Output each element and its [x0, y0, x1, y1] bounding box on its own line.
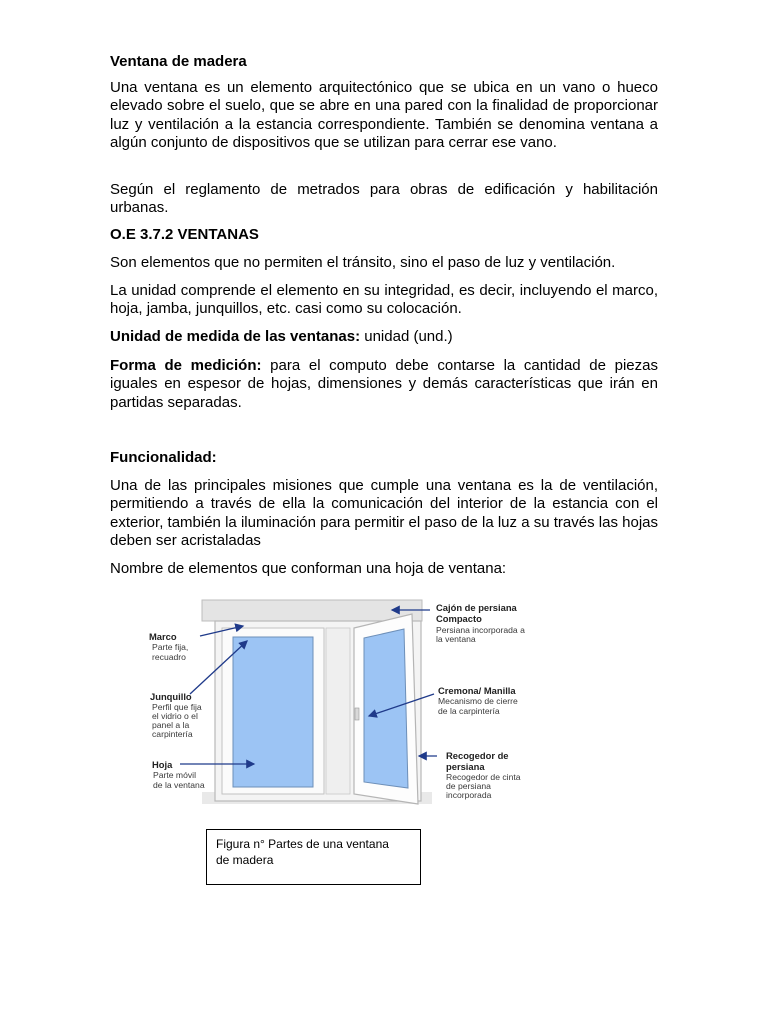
label-junquillo-line3: panel a la: [152, 720, 190, 730]
paragraph-reglamento: Según el reglamento de metrados para obras de edificación y habilitación urbanas.: [110, 181, 658, 217]
label-junquillo-line1: Perfil que fija: [152, 702, 202, 712]
figure-caption: [206, 829, 421, 885]
label-recogedor-line3: incorporada: [446, 790, 492, 800]
label-recogedor-title2: persiana: [446, 761, 485, 772]
paragraph-funcionalidad: Una de las principales misiones que cumple una ventana es la de ventilación, permitiendo a través de ella la comunicación del interior de la estancia con el exterior, también la iluminación para permitir el paso de la luz a su través las hojas deben ser acristaladas: [110, 477, 658, 549]
paragraph-definition: Una ventana es un elemento arquitectónico que se ubica en un vano o hueco elevado sobre el suelo, que se abre en una pared con la finalidad de proporcionar luz y ventilación a la estancia correspondiente. También se denomina ventana a algún conjunto de dispositivos que se utilizan para cerrar ese vano.: [110, 79, 658, 151]
paragraph-forma-medicion: [110, 357, 658, 412]
paragraph-unidad-medida: [110, 328, 453, 346]
label-junquillo-line2: el vidrio o el: [152, 711, 198, 721]
label-cremona-title: Cremona/ Manilla: [438, 685, 516, 696]
label-cajon-title2: Compacto: [436, 613, 482, 624]
paragraph-nombre-elementos: Nombre de elementos que conforman una hoja de ventana:: [110, 560, 507, 577]
label-unidad-medida: Unidad de medida de las ventanas:: [110, 328, 361, 345]
label-forma-medicion: Forma de medición:: [110, 357, 262, 374]
label-cajon-line2: la ventana: [436, 634, 476, 644]
shutter-box: [202, 600, 422, 621]
section-heading-ventanas: O.E 3.7.2 VENTANAS: [110, 226, 259, 243]
label-recogedor-line1: Recogedor de cinta: [446, 772, 521, 782]
paragraph-unidad: La unidad comprende el elemento en su integridad, es decir, incluyendo el marco, hoja, jamba, junquillos, etc. casi como su colocación.: [110, 282, 658, 318]
label-junquillo-line4: carpintería: [152, 729, 193, 739]
label-marco-line2: recuadro: [152, 652, 186, 662]
document-title: Ventana de madera: [110, 53, 247, 70]
label-cajon-title: Cajón de persiana: [436, 602, 517, 613]
label-cremona-line1: Mecanismo de cierre: [438, 696, 518, 706]
paragraph-elementos: Son elementos que no permiten el tránsito, sino el paso de luz y ventilación.: [110, 254, 616, 271]
label-hoja-title: Hoja: [152, 759, 173, 770]
label-marco-title: Marco: [149, 631, 177, 642]
right-glass: [364, 629, 408, 788]
window-parts-figure: [122, 596, 542, 836]
caption-line1: Figura n° Partes de una ventana: [216, 837, 389, 851]
middle-jamb: [326, 628, 350, 794]
value-forma-medicion: para el computo debe contarse la cantidad de piezas iguales en espesor de hojas, dimensiones y demás características que irán en partidas separadas.: [110, 357, 658, 411]
label-cremona-line2: de la carpintería: [438, 706, 500, 716]
window-handle: [355, 708, 359, 720]
label-marco-line1: Parte fija,: [152, 642, 189, 652]
caption-line2: de madera: [216, 853, 274, 867]
section-heading-funcionalidad: Funcionalidad:: [110, 449, 217, 466]
label-hoja-line1: Parte móvil: [153, 770, 196, 780]
label-recogedor-title: Recogedor de: [446, 750, 509, 761]
label-hoja-line2: de la ventana: [153, 780, 205, 790]
label-junquillo-title: Junquillo: [150, 691, 192, 702]
label-cajon-line1: Persiana incorporada a: [436, 625, 525, 635]
label-recogedor-line2: de persiana: [446, 781, 491, 791]
value-unidad-medida: unidad (und.): [360, 328, 453, 345]
